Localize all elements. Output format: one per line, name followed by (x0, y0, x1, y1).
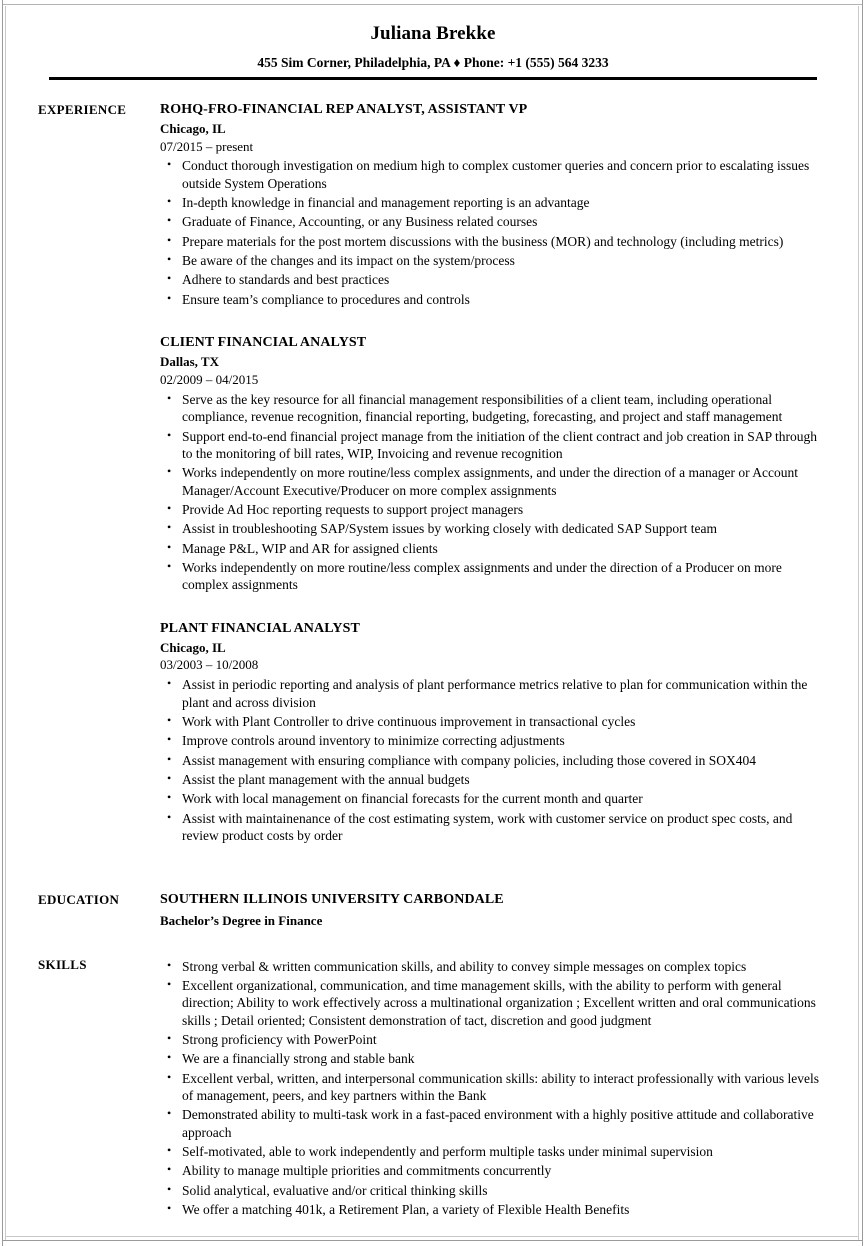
job-title: PLANT FINANCIAL ANALYST (160, 620, 360, 636)
job-bullet: • Works independently on more routine/less complex assignments and under the direction of a Producer on more complex assignments (160, 559, 820, 594)
job-bullet: • Graduate of Finance, Accounting, or any Business related courses (160, 213, 820, 230)
section-skills (0, 956, 866, 1219)
job-bullet: • Assist the plant management with the annual budgets (160, 771, 820, 788)
page-frame-bottom (2, 1240, 863, 1241)
job-bullet-list (160, 676, 820, 844)
education-school: SOUTHERN ILLINOIS UNIVERSITY CARBONDALE (160, 892, 504, 908)
page-frame-bottom-inner (5, 1236, 859, 1237)
skill-bullet: • Strong verbal & written communication skills, and ability to convey simple messages on complex topics (160, 958, 820, 975)
section-label-skills: SKILLS (38, 956, 87, 972)
job-bullet: • Serve as the key resource for all financial management responsibilities of a client team, including operational compliance, revenue recognition, financial reporting, budgeting, forecasting, and project and staff management (160, 391, 820, 426)
section-label-experience: EXPERIENCE (38, 101, 127, 117)
job-bullet: • Assist with maintainenance of the cost estimating system, work with customer service on product spec costs, and review product costs by order (160, 810, 820, 845)
candidate-name: Juliana Brekke (370, 23, 496, 44)
job-bullet: • Assist in periodic reporting and analysis of plant performance metrics relative to plan for communication within the plant and across division (160, 676, 820, 711)
skill-bullet: • Self-motivated, able to work independently and perform multiple tasks under minimal supervision (160, 1143, 820, 1160)
job-bullet: • Conduct thorough investigation on medium high to complex customer queries and concern prior to escalating issues outside System Operations (160, 157, 820, 192)
header-divider (49, 77, 817, 80)
job-title: ROHQ-FRO-FINANCIAL REP ANALYST, ASSISTANT VP (160, 101, 528, 117)
contact-line: 455 Sim Corner, Philadelphia, PA ♦ Phone: +1 (555) 564 3233 (257, 54, 609, 70)
job-bullet: • Assist in troubleshooting SAP/System issues by working closely with dedicated SAP Support team (160, 520, 820, 537)
education-body (160, 891, 866, 929)
skill-bullet: • Strong proficiency with PowerPoint (160, 1031, 820, 1048)
job-bullet: • Works independently on more routine/less complex assignments, and under the direction of a manager or Account Manager/Account Executive/Producer on more complex assignments (160, 464, 820, 499)
skill-bullet: • We offer a matching 401k, a Retirement Plan, a variety of Flexible Health Benefits (160, 1201, 820, 1218)
skill-bullet: • Demonstrated ability to multi-task work in a fast-paced environment with a highly positive attitude and collaborative approach (160, 1106, 820, 1141)
job-bullet: • Ensure team’s compliance to procedures and controls (160, 291, 820, 308)
job-bullet: • Improve controls around inventory to minimize correcting adjustments (160, 732, 820, 749)
job-bullet: • Support end-to-end financial project manage from the initiation of the client contract and job creation in SAP through to the monitoring of bill rates, WIP, Invoicing and revenue recognition (160, 428, 820, 463)
job-bullet: • Manage P&L, WIP and AR for assigned clients (160, 540, 820, 557)
experience-job (160, 620, 820, 845)
job-bullet: • Assist management with ensuring compliance with company policies, including those covered in SOX404 (160, 752, 820, 769)
job-bullet: • Work with Plant Controller to drive continuous improvement in transactional cycles (160, 713, 820, 730)
job-bullet: • In-depth knowledge in financial and management reporting is an advantage (160, 194, 820, 211)
experience-job (160, 334, 820, 593)
job-location: Dallas, TX (160, 354, 219, 370)
skill-bullet: • Solid analytical, evaluative and/or critical thinking skills (160, 1182, 820, 1199)
education-degree: Bachelor’s Degree in Finance (160, 912, 323, 928)
experience-body (160, 101, 866, 845)
section-experience (0, 101, 866, 845)
skill-bullet: • Excellent organizational, communication, and time management skills, with the ability to perform with general direction; Ability to work effectively across a multinational organization ; Excellent written and oral communications skills ; Detail oriented; Consistent demonstration of tact, discretion and good judgment (160, 977, 820, 1029)
job-bullet: • Work with local management on financial forecasts for the current month and quarter (160, 790, 820, 807)
skill-bullet: • Excellent verbal, written, and interpersonal communication skills: ability to interact professionally with various levels of management, peers, and key partners within the Bank (160, 1070, 820, 1105)
job-bullet: • Be aware of the changes and its impact on the system/process (160, 252, 820, 269)
skill-bullet: • We are a financially strong and stable bank (160, 1050, 820, 1067)
skills-body (160, 956, 866, 1219)
job-bullet-list (160, 391, 820, 594)
job-bullet: • Provide Ad Hoc reporting requests to support project managers (160, 501, 820, 518)
experience-job (160, 101, 820, 308)
job-bullet-list (160, 157, 820, 308)
skills-bullet-list (160, 958, 820, 1219)
job-dates: 07/2015 – present (160, 138, 254, 154)
resume-header (0, 0, 866, 80)
section-education (0, 891, 866, 929)
job-title: CLIENT FINANCIAL ANALYST (160, 335, 367, 351)
skill-bullet: • Ability to manage multiple priorities and commitments concurrently (160, 1162, 820, 1179)
job-bullet: • Prepare materials for the post mortem discussions with the business (MOR) and technology (including metrics) (160, 233, 820, 250)
job-bullet: • Adhere to standards and best practices (160, 271, 820, 288)
job-location: Chicago, IL (160, 120, 226, 136)
job-dates: 03/2003 – 10/2008 (160, 657, 259, 673)
section-label-education: EDUCATION (38, 892, 120, 908)
job-dates: 02/2009 – 04/2015 (160, 371, 259, 387)
job-location: Chicago, IL (160, 639, 226, 655)
